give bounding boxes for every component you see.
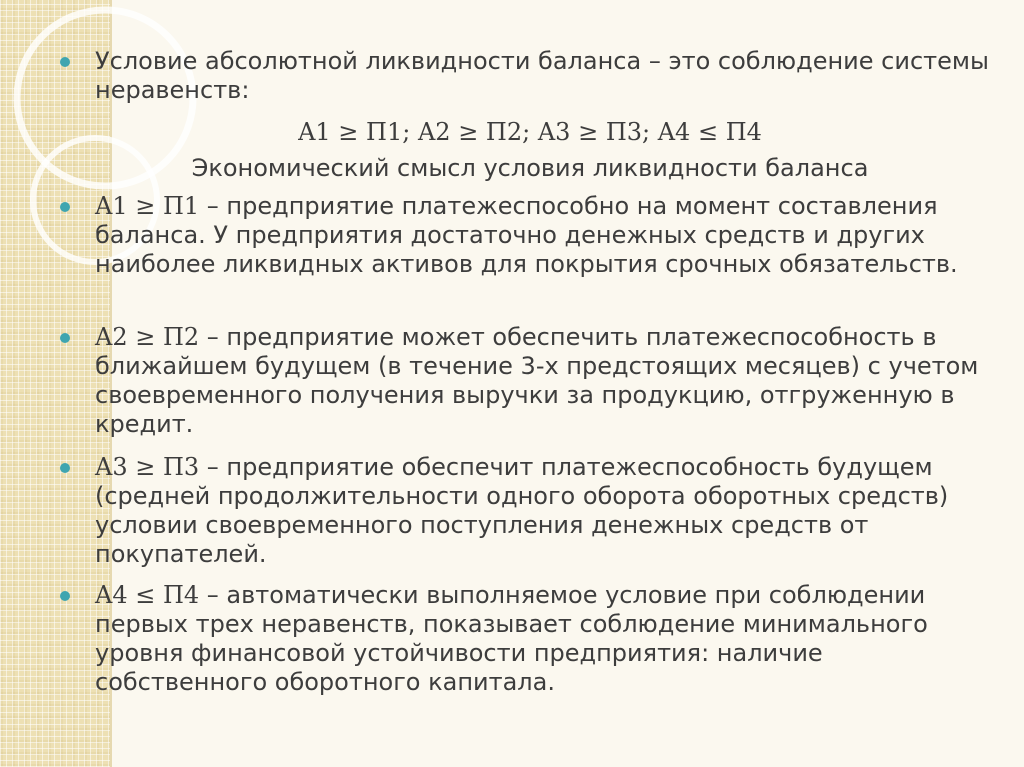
intro-paragraph: Условие абсолютной ликвидности баланса – это соблюдение системы неравенств: [95, 47, 989, 104]
bullet-2 [60, 202, 70, 212]
condition-a2-formula: A2 ≥ П2 [95, 323, 200, 351]
condition-a4-formula: A4 ≤ П4 [95, 581, 200, 609]
condition-a4-text: – автоматически выполняемое условие при соблюдении первых трех неравенств, показывает соблюдение минимального уровня финансовой устойчивости предприятия: наличие собственного оборотного капитала. [95, 581, 928, 696]
condition-a2-paragraph [95, 323, 995, 439]
condition-a4-paragraph [95, 581, 995, 697]
condition-a1-formula: A1 ≥ П1 [95, 192, 200, 220]
bullet-3 [60, 333, 70, 343]
condition-a3-formula: A3 ≥ П3 [95, 453, 200, 481]
condition-a3-text: – предприятие обеспечит платежеспособность будущем (средней продолжительности одного оборота оборотных средств) условии своевременного поступления денежных средств от покупателей. [95, 453, 949, 568]
condition-a1-text: – предприятие платежеспособно на момент составления баланса. У предприятия достаточно денежных средств и других наиболее ликвидных активов для покрытия срочных обязательств. [95, 192, 958, 278]
condition-a1-paragraph [95, 192, 995, 279]
condition-a3-paragraph [95, 453, 995, 569]
condition-a2-text: – предприятие может обеспечить платежеспособность в ближайшем будущем (в течение 3-х предстоящих месяцев) с учетом своевременного получения выручки за продукцию, отгруженную в кредит. [95, 323, 979, 438]
inequality-formula: A1 ≥ П1; A2 ≥ П2; A3 ≥ П3; A4 ≤ П4 [298, 118, 762, 146]
bullet-1 [60, 57, 70, 67]
subheading: Экономический смысл условия ликвидности баланса [191, 154, 869, 182]
bullet-4 [60, 463, 70, 473]
bullet-5 [60, 591, 70, 601]
